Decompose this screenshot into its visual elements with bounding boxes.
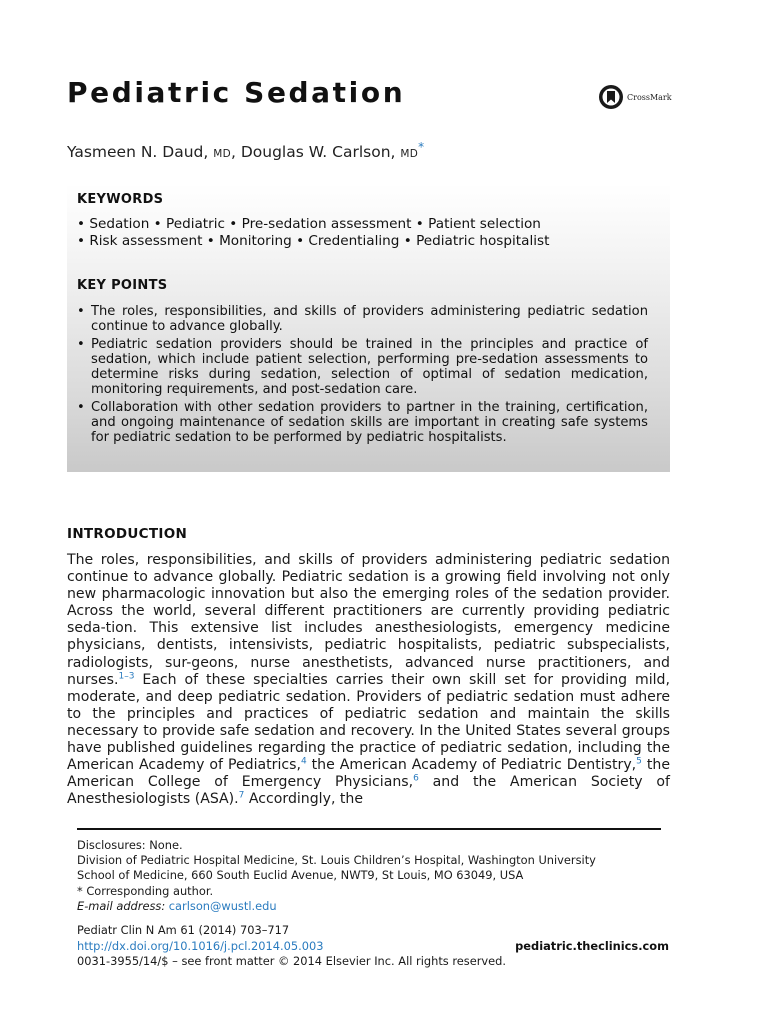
affiliation-line: School of Medicine, 660 South Euclid Avenue, NWT9, St Louis, MO 63049, USA: [77, 868, 524, 883]
article-title: Pediatric Sedation: [67, 76, 406, 109]
key-points-heading: KEY POINTS: [77, 278, 168, 293]
affiliation-line: Division of Pediatric Hospital Medicine, St. Louis Children’s Hospital, Washington University: [77, 853, 596, 868]
author-name: Douglas W. Carlson: [240, 143, 391, 161]
list-item: [77, 305, 648, 334]
keywords-heading: KEYWORDS: [77, 192, 164, 207]
journal-info: [77, 923, 669, 970]
crossmark-icon: [598, 84, 624, 110]
abstract-box: [67, 184, 670, 472]
author-degree: MD: [213, 148, 231, 160]
bullet-icon: •: [77, 304, 85, 319]
keywords-line: • Sedation • Pediatric • Pre-sedation assessment • Patient selection: [77, 216, 541, 232]
reference-link[interactable]: 1–3: [118, 670, 135, 681]
list-item: [77, 401, 648, 445]
bullet-icon: •: [77, 400, 85, 416]
footnote-divider: [77, 828, 661, 830]
journal-citation: Pediatr Clin N Am 61 (2014) 703–717: [77, 923, 290, 937]
introduction-heading: INTRODUCTION: [67, 526, 188, 542]
footnotes: [77, 838, 667, 914]
crossmark-badge[interactable]: [598, 84, 672, 110]
author-list: Yasmeen N. Daud, MD, Douglas W. Carlson, MD*: [67, 139, 425, 161]
key-point-text: The roles, responsibilities, and skills of providers administering pediatric sedation continue to advance globally.: [91, 304, 648, 334]
email-label: E-mail address:: [77, 898, 166, 913]
body-text-segment: The roles, responsibilities, and skills of providers administering pediatric sedation continue to advance globally. Pediatric sedation is a growing field involving not only new pharmacologic innovation but also the emerging roles of the sedation provider. Across the world, several different practitioners are currently providing pediatric seda-tion. This extensive list includes anesthesiologists, emergency medicine physicians, dentists, intensivists, pediatric hospitalists, pediatric subspecialists, radiologists, sur-geons, nurse anesthetists, advanced nurse practitioners, and nurses.: [67, 552, 670, 688]
list-item: [77, 338, 648, 397]
body-text-segment: and the American Society of Anesthesiologists (ASA).: [67, 774, 670, 808]
body-text-segment: the American Academy of Pediatric Dentistry,: [306, 757, 637, 774]
body-text-segment: the American College of Emergency Physicians,: [67, 757, 670, 791]
corresponding-author-marker[interactable]: *: [418, 139, 425, 154]
introduction-body: [67, 552, 670, 808]
email-link[interactable]: carlson@wustl.edu: [168, 898, 277, 913]
reference-link[interactable]: 7: [238, 790, 245, 801]
reference-link[interactable]: 4: [300, 756, 307, 767]
reference-link[interactable]: 6: [413, 773, 419, 784]
reference-link[interactable]: 5: [636, 756, 642, 767]
key-points-list: [77, 305, 648, 449]
copyright-line: 0031-3955/14/$ – see front matter © 2014 Elsevier Inc. All rights reserved.: [77, 954, 507, 968]
body-text-segment: Each of these specialties carries their own skill set for providing mild, moderate, and deep pediatric sedation. Providers of pediatric sedation must adhere to the principles and practices of pediatric sedation and maintain the skills necessary to provide safe sedation and recovery. In the United States several groups have published guidelines regarding the practice of pediatric sedation, including the American Academy of Pediatrics,: [67, 671, 670, 774]
journal-site-link[interactable]: pediatric.theclinics.com: [515, 938, 669, 953]
doi-link[interactable]: http://dx.doi.org/10.1016/j.pcl.2014.05.003: [77, 938, 324, 953]
email-line: [77, 899, 667, 914]
doi-row: [77, 939, 669, 955]
body-text-segment: Accordingly, the: [244, 791, 364, 808]
bullet-icon: •: [77, 337, 85, 353]
disclosures-note: Disclosures: None.: [77, 838, 183, 852]
key-point-text: Collaboration with other sedation providers to partner in the training, certification, and ongoing maintenance of sedation skills are important in creating safe systems for pediatric sedation to be performed by pediatric hospitalists.: [91, 400, 648, 445]
crossmark-label: CrossMark: [627, 92, 672, 102]
author-name: Yasmeen N. Daud: [67, 143, 204, 161]
introduction-paragraph: [67, 552, 670, 808]
author-degree: MD: [400, 148, 419, 160]
corresponding-author-note: * Corresponding author.: [77, 883, 214, 898]
keywords-line: • Risk assessment • Monitoring • Credentialing • Pediatric hospitalist: [77, 233, 550, 249]
key-point-text: Pediatric sedation providers should be trained in the principles and practice of sedation, which include patient selection, performing pre-sedation assessments to determine risks during sedation, selection of optimal of sedation medication, monitoring requirements, and post-sedation care.: [91, 337, 648, 397]
